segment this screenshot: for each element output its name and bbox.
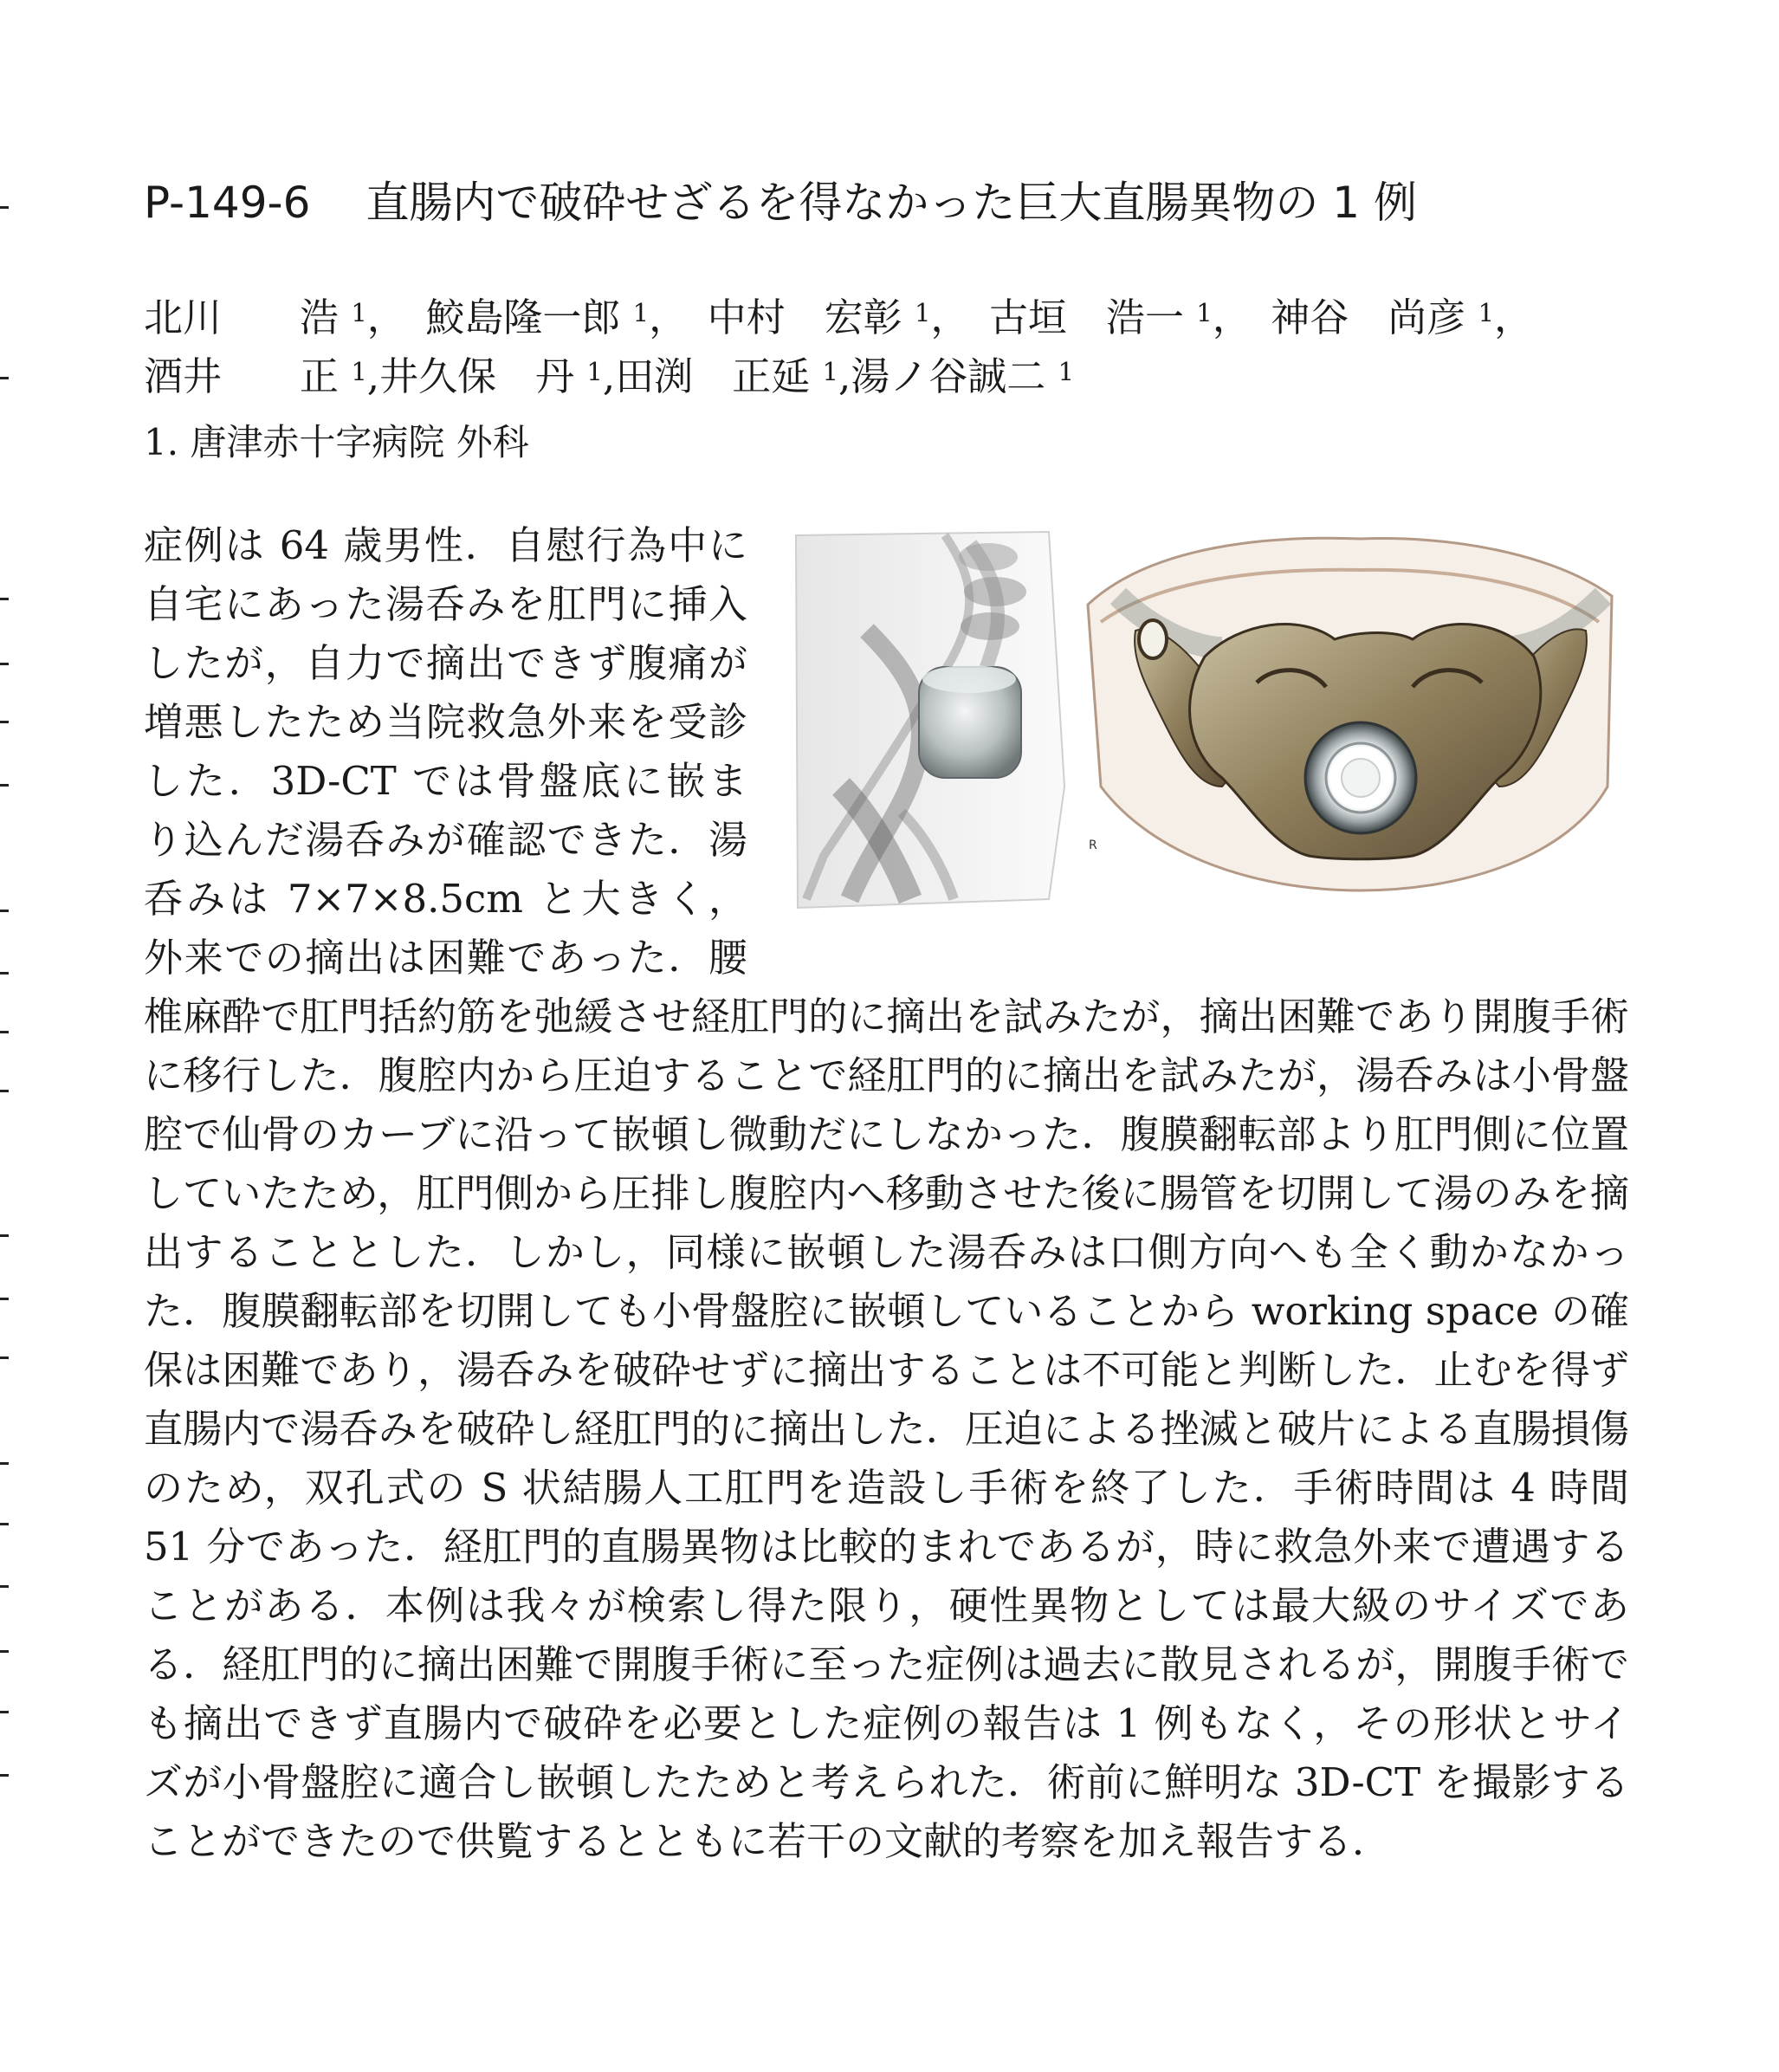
author-name: 田渕 正延 [615,353,811,399]
ct-figure [789,527,1629,977]
ct-images [789,527,1629,934]
author-name: 中村 宏彰 [707,295,902,340]
author-affiliation-mark: 1 [1478,298,1495,327]
author-separator: , [366,353,380,399]
page-edge-marks [0,0,12,2072]
author-line-2 [144,347,1668,406]
author-name: 神谷 尚彦 [1271,295,1466,340]
author-name: 酒井 正 [144,353,340,399]
author-separator: ， [1494,295,1534,340]
author-affiliation-mark: 1 [586,357,603,386]
author-name: 鮫島隆一郎 [425,295,621,340]
author-name: 井久保 丹 [379,353,575,399]
author-affiliation-mark: 1 [914,298,931,327]
figure-orientation-marker: R [1089,839,1097,852]
author-separator: , [838,353,851,399]
author-list [144,288,1668,406]
affiliation: 1. 唐津赤十字病院 外科 [144,421,529,463]
sagittal-ct-image [796,532,1064,908]
abstract-body [144,516,1629,1871]
abstract-title [144,170,1668,236]
author-name: 古垣 浩一 [988,295,1184,340]
abstract-id: P-149-6 [144,178,311,228]
axial-ct-image [1088,538,1612,890]
author-line-1 [144,288,1668,347]
author-separator: ， [930,295,950,340]
author-affiliation-mark: 1 [351,298,367,327]
author-affiliation-mark: 1 [822,357,838,386]
abstract-title-text: 直腸内で破砕せざるを得なかった巨大直腸異物の 1 例 [366,178,1417,228]
author-affiliation-mark: 1 [1058,357,1075,386]
author-separator: ， [649,295,669,340]
author-affiliation-mark: 1 [632,298,650,327]
author-name: 北川 浩 [144,295,340,340]
author-affiliation-mark: 1 [1196,298,1213,327]
abstract-body-text: 症例は 64 歳男性．自慰行為中に自宅にあった湯呑みを肛門に挿入したが，自力で摘出できず腹痛が増悪したため当院救急外来を受診した．3D-CT では骨盤底に嵌まり込んだ湯呑みが確認できた．湯呑みは 7×7×8.5cm と大きく，外来での摘出は困難であった．腰椎麻酔で肛門括約筋を弛緩させ経肛門的に摘出を試みたが，摘出困難であり開腹手術に移行した．腹腔内から圧迫することで経肛門的に摘出を試みたが，湯呑みは小骨盤腔で仙骨のカーブに沿って嵌頓し微動だにしなかった．腹膜翻転部より肛門側に位置していたため，肛門側から圧排し腹腔内へ移動させた後に腸管を切開して湯のみを摘出することとした．しかし，同様に嵌頓した湯呑みは口側方向へも全く動かなかった．腹膜翻転部を切開しても小骨盤腔に嵌頓していることから working space の確保は困難であり，湯呑みを破砕せずに摘出することは不可能と判断した．止むを得ず直腸内で湯呑みを破砕し経肛門的に摘出した．圧迫による挫滅と破片による直腸損傷のため，双孔式の S 状結腸人工肛門を造設し手術を終了した．手術時間は 4 時間 51 分であった．経肛門的直腸異物は比較的まれであるが，時に救急外来で遭遇することがある．本例は我々が検索し得た限り，硬性異物としては最大級のサイズである．経肛門的に摘出困難で開腹手術に至った症例は過去に散見されるが，開腹手術でも摘出できず直腸内で破砕を必要とした症例の報告は 1 例もなく，その形状とサイズが小骨盤腔に適合し嵌頓したためと考えられた．術前に鮮明な 3D-CT を撮影することができたので供覧するとともに若干の文献的考察を加え報告する． [144,522,1629,1864]
author-separator: ， [366,295,387,340]
author-name: 湯ノ谷誠二 [851,353,1046,399]
author-separator: ， [1212,295,1232,340]
author-separator: , [602,353,616,399]
author-affiliation-mark: 1 [351,357,367,386]
